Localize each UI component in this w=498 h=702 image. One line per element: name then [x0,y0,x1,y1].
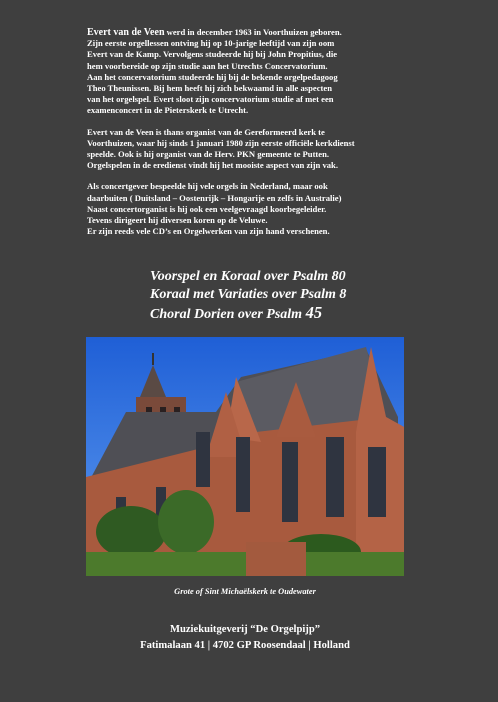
bio-p3-line: daarbuiten ( Duitsland – Oostenrijk – Hongarije en zelfs in Australie) [87,192,342,203]
bio-p1-line: Zijn eerste orgellessen ontving hij op 10-jarige leeftijd van zijn oom [87,38,335,49]
bio-p1-line: Evert van de Kamp. Vervolgens studeerde hij bij John Propitius, die [87,49,338,60]
psalm-number: 45 [305,303,323,322]
bio-p2-line: Voorthuizen, waar hij sinds 1 januari 1980 zijn eerste officiële kerkdienst [87,137,355,148]
title-line-1: Voorspel en Koraal over Psalm 80 [150,269,346,284]
title-line-2: Koraal met Variaties over Psalm 8 [150,287,347,302]
bio-p3-line: Er zijn reeds vele CD’s en Orgelwerken van zijn hand verschenen. [87,226,330,237]
bio-paragraph-3 [87,181,417,237]
bio-lead-name: Evert van de Veen [87,27,165,38]
bio-p1-line: Aan het concervatorium studeerde hij bij de bekende orgelpedagoog [87,71,338,82]
bio-p2-line: Evert van de Veen is thans organist van de Gereformeerd kerk te [87,126,325,137]
publisher-info [86,622,404,654]
bio-p2-line: speelde. Ook is hij organist van de Herv. PKN gemeente te Putten. [87,149,330,160]
composition-titles [150,268,410,324]
photo-caption: Grote of Sint Michaëlskerk te Oudewater [174,587,316,596]
bio-p3-line: Naast concertorganist is hij ook een veelgevraagd koorbegeleider. [87,203,327,214]
bio-p1-line: examenconcert in de Pieterskerk te Utrecht. [87,105,249,116]
bio-p3-line: Als concertgever bespeelde hij vele orgels in Nederland, maar ook [87,181,328,192]
bio-p2-line: Orgelspelen in de eredienst vindt hij het mooiste aspect van zijn vak. [87,160,338,171]
bio-p3-line: Tevens dirigeert hij diversen koren op de Veluwe. [87,215,268,226]
bio-p1-line: Theo Theunissen. Bij hem heeft hij zich bekwaamd in alle aspecten [87,83,333,94]
bio-p1-line: Evert van de Veen werd in december 1963 in Voorthuizen geboren. [87,27,342,38]
biography [87,27,417,247]
bio-paragraph-2 [87,127,417,172]
bio-p1-line: van het orgelspel. Evert sloot zijn concervatorium studie af met een [87,94,334,105]
title-line-3: Choral Dorien over Psalm 45 [150,303,323,322]
bio-p1-line: hem voorbereide op zijn studie aan het Utrechts Concervatorium. [87,60,328,71]
church-photo [86,337,404,576]
publisher-address: Fatimalaan 41 | 4702 GP Roosendaal | Holland [140,640,350,651]
bio-paragraph-1 [87,27,417,117]
publisher-name: Muziekuitgeverij “De Orgelpijp” [169,624,321,635]
